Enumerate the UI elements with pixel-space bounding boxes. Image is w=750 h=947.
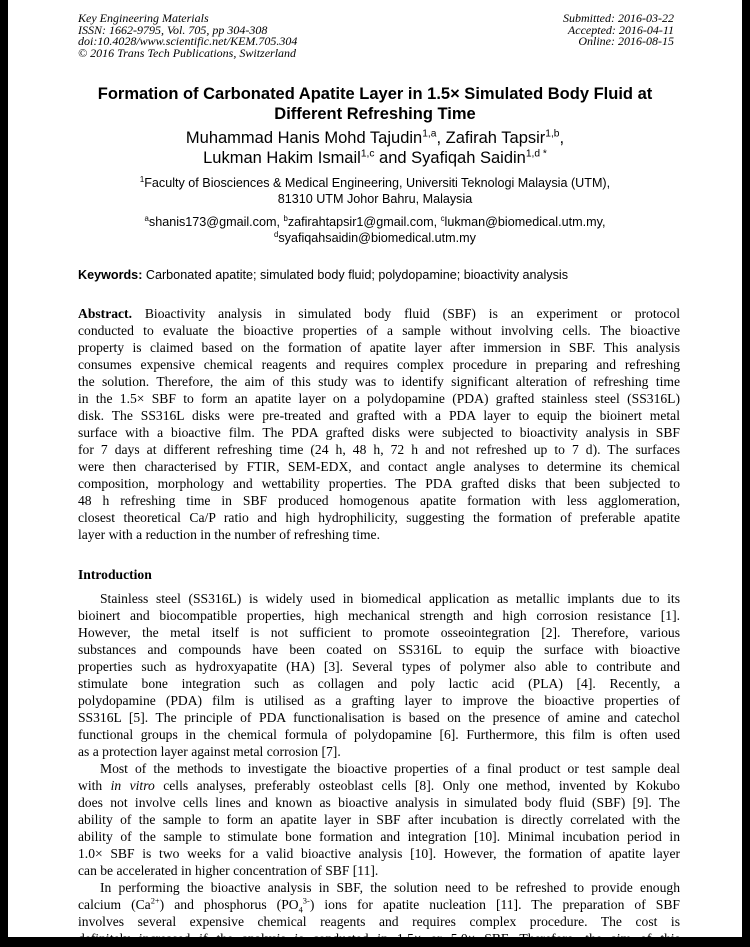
submitted-date: Submitted: 2016-03-22 [563,11,674,25]
keywords-text: Carbonated apatite; simulated body fluid; polydopamine; bioactivity analysis [142,268,569,282]
email-link[interactable]: lukman@biomedical.utm.my, [444,215,606,229]
abstract-label: Abstract. [78,306,132,321]
online-date: Online: 2016-08-15 [578,34,674,48]
journal-name: Key Engineering Materials [78,11,209,25]
keywords [78,268,698,283]
paragraph: In performing the bioactive analysis in SBF, the solution need to be refreshed to provide enough calcium $(Ca^{2+})$ and phosphorus $(PO_4^{3-})$ ions for apatite nucleation [11]. The preparation of SBF involves several expensive chemical reagents and requires complex procedure. The cost is definitely increased if the analysis is conducted in 1.5× or 5.0× SBF. Therefore, the aim of this [78,880,680,946]
author-name: Muhammad Hanis Mohd Tajudin [185,129,423,147]
copyright: © 2016 Trans Tech Publications, Switzerland [78,45,297,60]
paragraph: Most of the methods to investigate the bioactive properties of a final product or test sample deal with in vitro cells analyses, preferably osteoblast cells [8]. Only one method, invented by Kokubo does not involve cells lines and known as bioactive analysis in simulated body fluid (SBF) [9]. The ability of the sample to form an apatite layer in SBF after incubation is directly correlated with the ability of the sample to stimulate bone formation and integration [10]. Minimal incubation period in 1.0× SBF is two weeks for a valid bioactive analysis [10]. However, the formation of apatite layer can be accelerated in higher concentration of SBF [11]. [78,761,680,878]
introduction-body [78,590,680,947]
keywords-label: Keywords: [78,268,143,282]
journal-info [78,13,297,59]
paragraph: Stainless steel (SS316L) is widely used in biomedical application as metallic implants due to its bioinert and biocompatible properties, high mechanical strength and high corrosion resistance [1]. However, the metal itself is not sufficient to promote osseointegration [2]. Therefore, various substances and compounds have been coated on SS316L to equip the surface with bioactive properties such as hydroxyapatite (HA) [3]. Several types of polymer also able to contribute and stimulate bone integration such as collagen and poly lactic acid (PLA) [4]. Recently, a polydopamine (PDA) film is utilised as a grafting layer to improve the bioactive properties of SS316L [5]. The principle of PDA functionalisation is based on the presence of amine and catechol functional groups in the chemical formula of polydopamine [6]. Furthermore, this film is often used as a protection layer against metal corrosion [7]. [78,591,680,759]
doi-link[interactable]: doi:10.4028/www.scientific.net/KEM.705.304 [78,34,298,48]
publication-dates [563,13,674,48]
author-name: Lukman Hakim Ismail [203,149,361,167]
author-list: Muhammad Hanis Mohd Tajudin$^{1,a}$, Zafirah Tapsir$^{1,b}$, Lukman Hakim Ismail$^{1,c}$ and Syafiqah Saidin$^{1,d *}$ [185,128,565,167]
author-name: Syafiqah Saidin [411,149,526,167]
accepted-date: Accepted: 2016-04-11 [567,22,674,37]
author-emails: $^a$shanis173@gmail.com, $^b$zafirahtapsir1@gmail.com, $^c$lukman@biomedical.utm.my, $^d$syafiqahsaidin@biomedical.utm.my [144,213,606,245]
affiliation: $^1$Faculty of Biosciences & Medical Engineering, Universiti Teknologi Malaysia (UTM), 81310 UTM Johor Bahru, Malaysia [139,174,611,206]
section-heading-introduction: Introduction [78,567,152,582]
issn-info: ISSN: 1662-9795, Vol. 705, pp 304-308 [78,22,268,37]
email-link[interactable]: shanis173@gmail.com, [148,215,284,229]
paper-title: Formation of Carbonated Apatite Layer in 1.5× Simulated Body Fluid at Different Refreshing Time [97,85,653,123]
email-link[interactable]: syafiqahsaidin@biomedical.utm.my [278,230,476,245]
email-link[interactable]: zafirahtapsir1@gmail.com, [287,215,441,229]
author-name: Zafirah Tapsir [445,129,546,147]
abstract: Abstract. Bioactivity analysis in simulated body fluid (SBF) is an experiment or protocol conducted to evaluate the bioactive properties of a sample without involving cells. The bioactive property is claimed based on the formation of apatite layer after immersion in SBF. This analysis consumes expensive chemical reagents and requires complex procedure in preparing and refreshing the solution. Therefore, the aim of this study was to identify significant alteration of refreshing time in the 1.5× SBF to form an apatite layer on a polydopamine (PDA) grafted stainless steel (SS316L) disk. The SS316L disks were pre-treated and grafted with a PDA layer to equip the bioinert metal surface with a bioactive film. The PDA grafted disks were subjected to bioactivity analysis in SBF for 7 days at different refreshing time (24 h, 48 h, 72 h and not refreshed up to 7 d). The surfaces were then characterised by FTIR, SEM-EDX, and contact angle analyses to determine its chemical composition, morphology and wettability properties. The PDA grafted disks that been subjected to 48 h refreshing time in SBF produced homogenous apatite formation with less agglomeration, closest theoretical Ca/P ratio and high hydrophilicity, suggesting the formation of preferable apatite layer with a reduction in the number of refreshing time. [78,306,680,542]
paper-page [8,0,742,946]
